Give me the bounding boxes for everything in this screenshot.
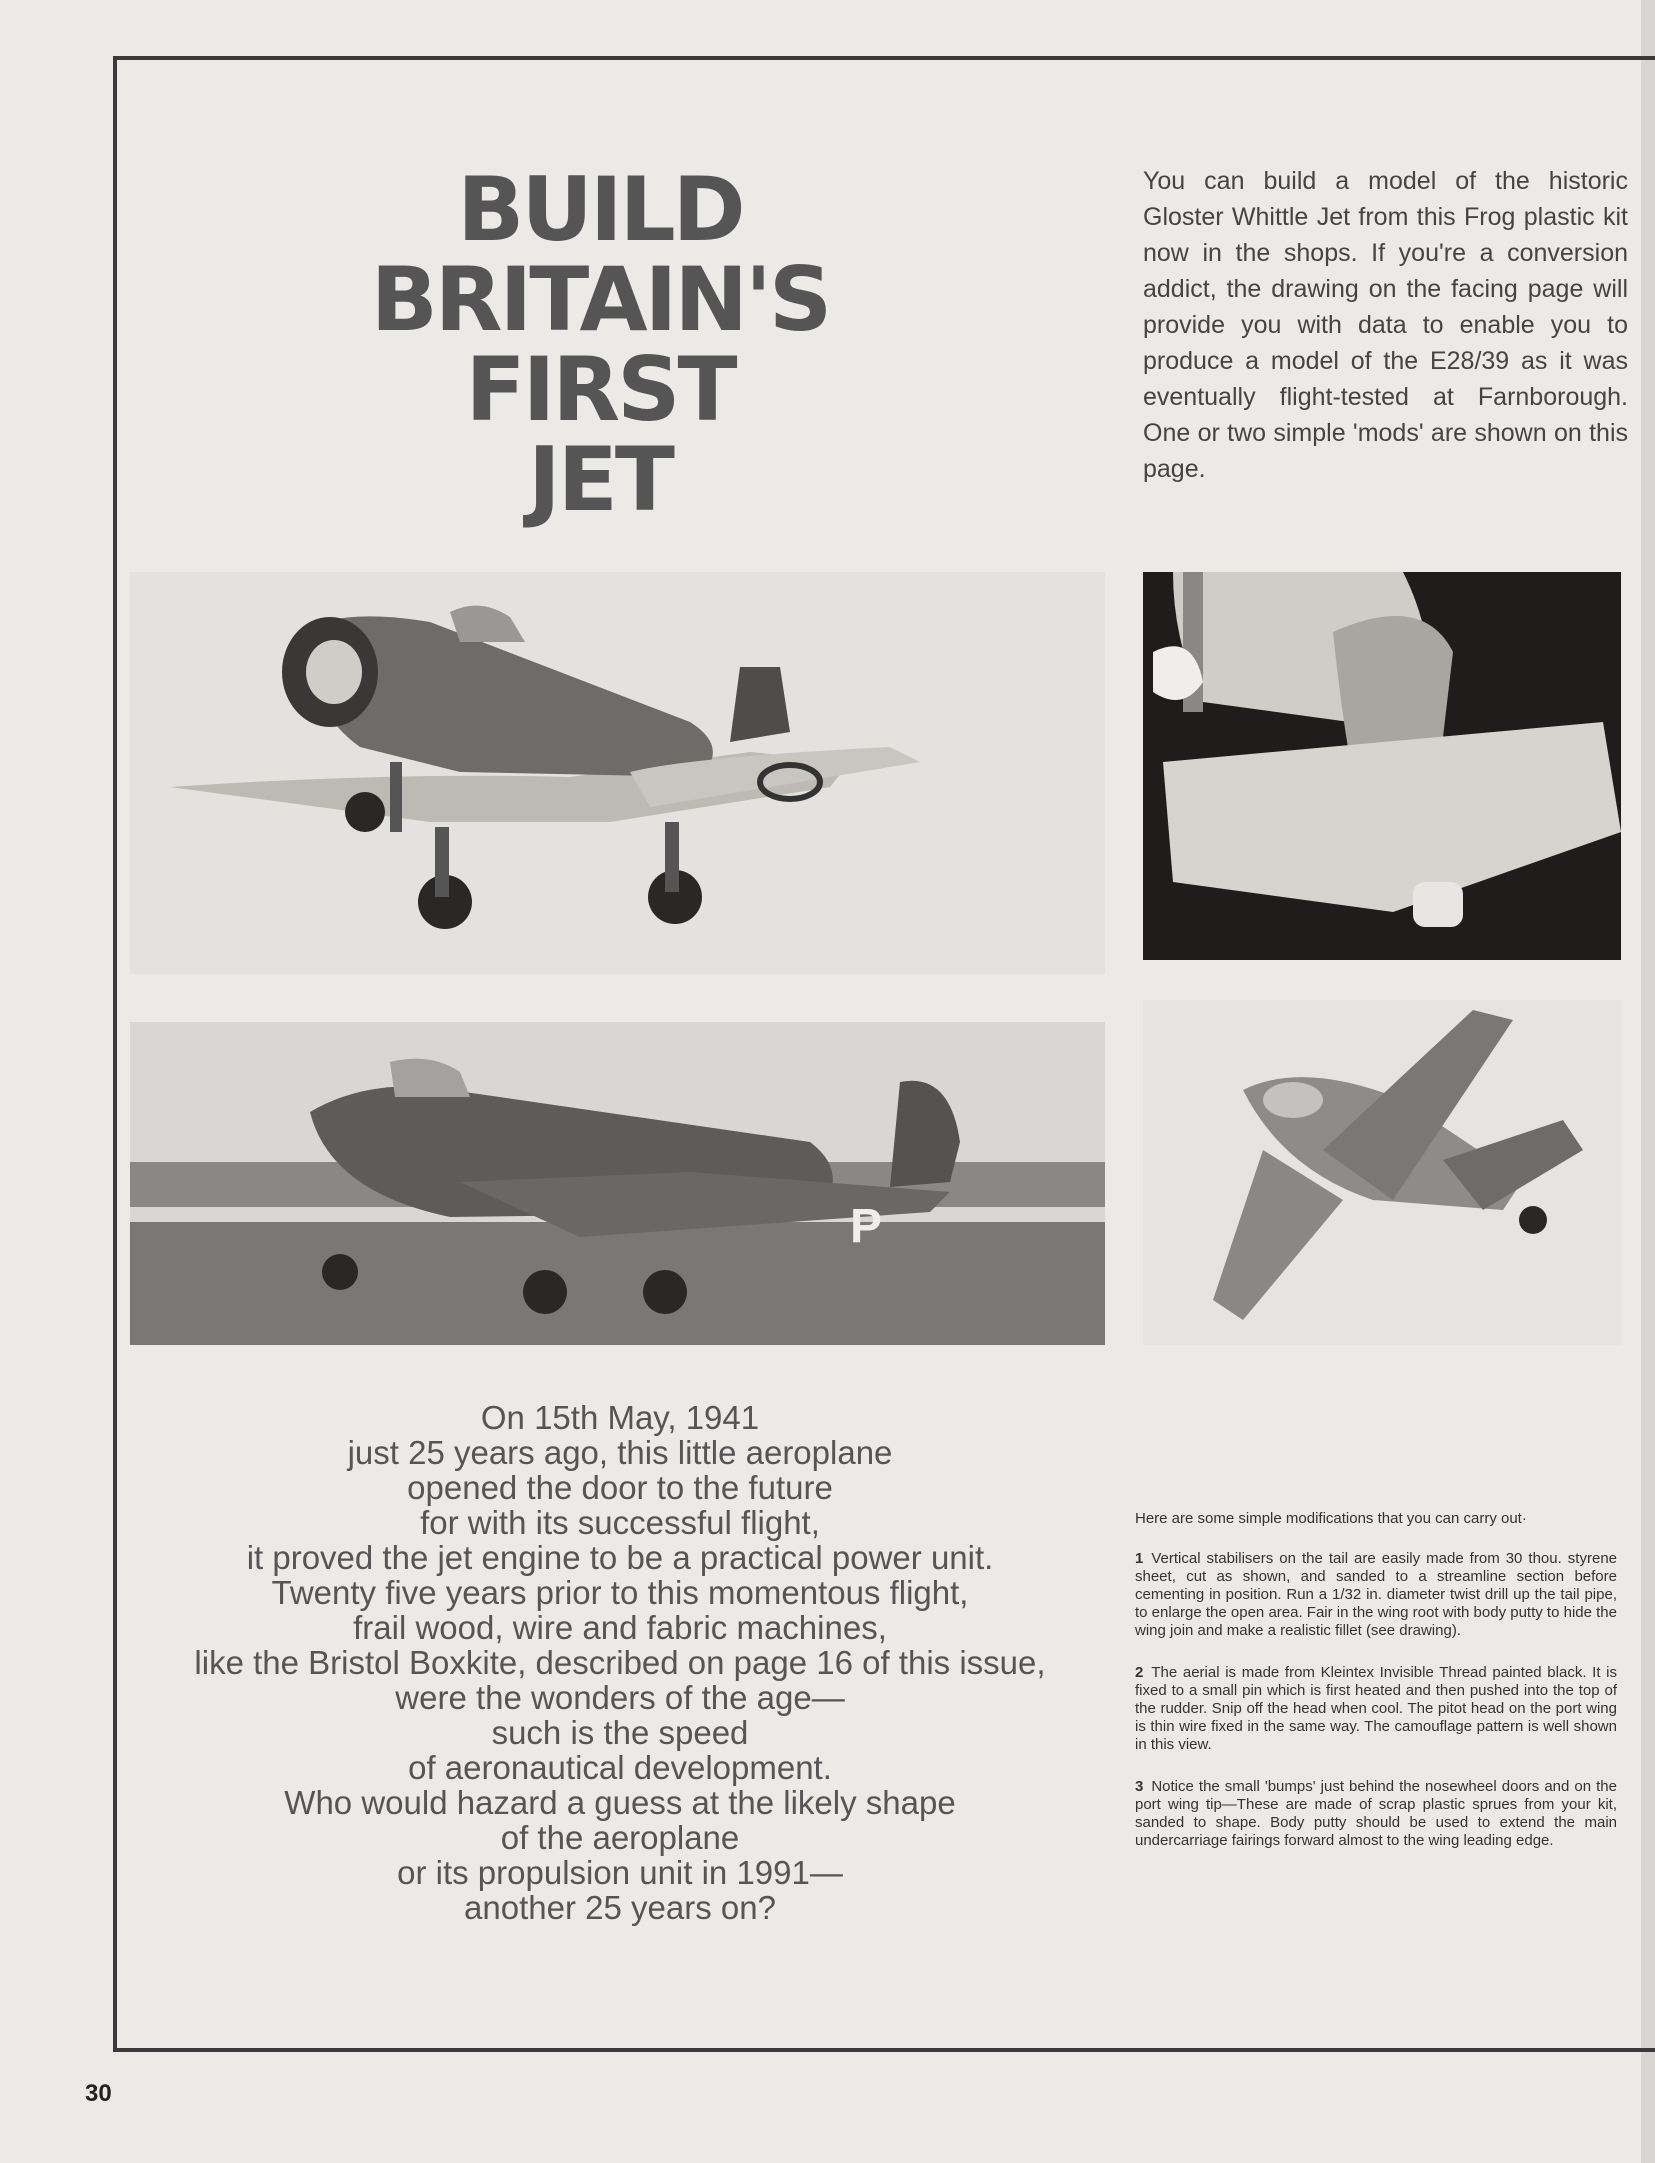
poem-line: frail wood, wire and fabric machines, bbox=[353, 1609, 887, 1646]
poem-line: it proved the jet engine to be a practical power unit. bbox=[246, 1539, 994, 1576]
poem-line: for with its successful flight, bbox=[420, 1504, 820, 1541]
modification-item-1 bbox=[1135, 1550, 1617, 1640]
poem-line: On 15th May, 1941 bbox=[480, 1399, 760, 1436]
modification-text: Vertical stabilisers on the tail are easily made from 30 thou. styrene sheet, cut as shown, and sanded to a streamline section before cementing in position. Run a 1/32 in. diameter twist drill up the tail pipe, to enlarge the open area. Fair in the wing root with body putty to hide the wing join and make a realistic fillet (see drawing). bbox=[1135, 1550, 1617, 1639]
intro-paragraph: You can build a model of the historic Gloster Whittle Jet from this Frog plastic kit now in the shops. If you're a conversion addict, the drawing on the facing page will provide you with data to enable you to produce a model of the E28/39 as it was eventually flight-tested at Farnborough. One or two simple 'mods' are shown on this page. bbox=[1143, 167, 1628, 483]
poem-text bbox=[130, 1400, 1110, 1925]
photo-jet-front-view bbox=[130, 572, 1105, 974]
headline bbox=[360, 158, 840, 531]
poem-line: another 25 years on? bbox=[464, 1889, 776, 1926]
poem-line: were the wonders of the age— bbox=[395, 1679, 845, 1716]
poem-line: Twenty five years prior to this momentous flight, bbox=[271, 1574, 969, 1611]
modification-text: Notice the small 'bumps' just behind the nosewheel doors and on the port wing tip—These are made of scrap plastic sprues from your kit, sanded to shape. Body putty should be used to extend the main undercarriage fairings forward almost to the wing leading edge. bbox=[1135, 1778, 1617, 1849]
modification-number: 2 bbox=[1135, 1664, 1144, 1681]
modification-item-3 bbox=[1135, 1778, 1617, 1850]
modification-text: The aerial is made from Kleintex Invisible Thread painted black. It is fixed to a small pin which is first heated and then pushed into the top of the rudder. Snip off the head when cool. The pitot head on the port wing is thin wire fixed in the same way. The camouflage pattern is well shown in this view. bbox=[1135, 1664, 1617, 1753]
headline-line-2: BRITAIN'S bbox=[370, 248, 830, 351]
photo-tail-closeup bbox=[1143, 572, 1621, 960]
headline-line-3: FIRST bbox=[465, 338, 735, 441]
poem-line: Who would hazard a guess at the likely shape bbox=[284, 1784, 956, 1821]
photo-jet-on-runway bbox=[130, 1022, 1105, 1345]
poem-line: like the Bristol Boxkite, described on page 16 of this issue, bbox=[194, 1644, 1046, 1681]
modification-item-2 bbox=[1135, 1664, 1617, 1754]
modifications-lead: Here are some simple modifications that you can carry out· bbox=[1135, 1510, 1527, 1527]
poem-line: just 25 years ago, this little aeroplane bbox=[347, 1434, 893, 1471]
headline-line-1: BUILD bbox=[457, 158, 743, 261]
poem-line: opened the door to the future bbox=[407, 1469, 833, 1506]
poem-line: or its propulsion unit in 1991— bbox=[397, 1854, 843, 1891]
modification-number: 3 bbox=[1135, 1778, 1144, 1795]
photo-overhead-camouflage bbox=[1143, 1000, 1621, 1345]
poem-line: of aeronautical development. bbox=[408, 1749, 832, 1786]
modification-number: 1 bbox=[1135, 1550, 1144, 1567]
page-number: 30 bbox=[85, 2080, 112, 2107]
modifications-notes bbox=[1135, 1510, 1617, 1874]
poem-line: such is the speed bbox=[491, 1714, 749, 1751]
aircraft-code-letter: P bbox=[850, 1200, 883, 1253]
poem-line: of the aeroplane bbox=[500, 1819, 740, 1856]
headline-line-4: JET bbox=[528, 428, 672, 531]
